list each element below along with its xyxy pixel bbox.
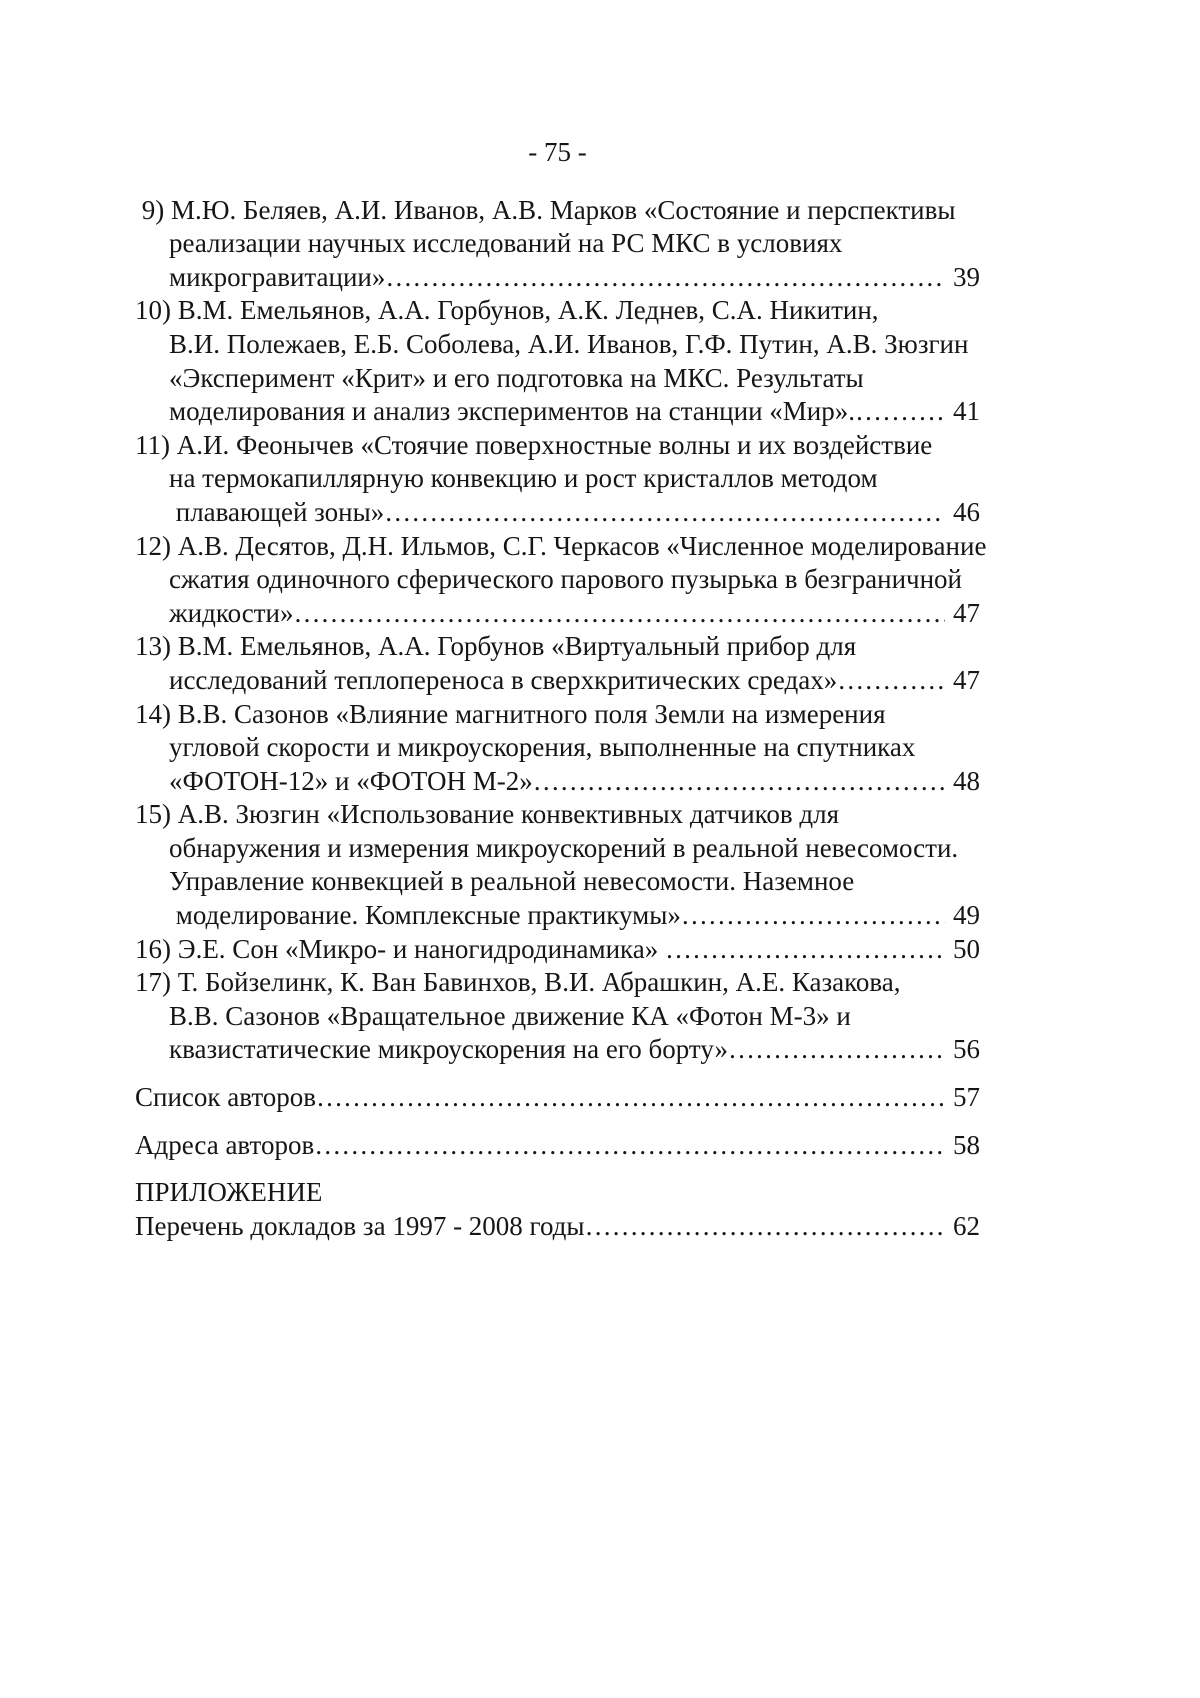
dot-leader bbox=[384, 496, 945, 530]
toc-line-text: Список авторов bbox=[135, 1082, 317, 1113]
toc-line bbox=[135, 294, 980, 328]
toc-page-ref: 58 bbox=[953, 1129, 980, 1160]
toc-entry-17 bbox=[135, 966, 980, 1067]
toc-line bbox=[135, 261, 980, 295]
toc-line-text: жидкости» bbox=[169, 597, 294, 628]
toc-line bbox=[135, 630, 980, 664]
dot-leader bbox=[533, 765, 945, 799]
toc-line bbox=[135, 1033, 980, 1067]
toc-list bbox=[135, 194, 987, 1067]
toc-line-text: 12) А.В. Десятов, Д.Н. Ильмов, С.Г. Черкасов «Численное моделирование bbox=[135, 530, 987, 561]
toc-line bbox=[135, 664, 980, 698]
appendix-entry-line bbox=[135, 1210, 980, 1244]
authors-addresses-line bbox=[135, 1129, 980, 1163]
dot-leader bbox=[585, 1210, 945, 1244]
toc-line-text: исследований теплопереноса в сверхкритических средах» bbox=[169, 664, 838, 695]
toc-line-text: реализации научных исследований на РС МКС в условиях bbox=[169, 228, 843, 259]
toc-page-ref: 47 bbox=[953, 664, 980, 695]
toc-entry-14 bbox=[135, 698, 980, 799]
toc-line-text: В.В. Сазонов «Вращательное движение КА «Фотон М-3» и bbox=[169, 1000, 851, 1031]
toc-line-text: моделирование. Комплексные практикумы» bbox=[169, 900, 681, 931]
toc-line bbox=[135, 597, 980, 631]
page-number: - 75 - bbox=[528, 137, 587, 167]
toc-line bbox=[135, 496, 980, 530]
toc-line bbox=[135, 395, 980, 429]
toc-line-text: 14) В.В. Сазонов «Влияние магнитного поля Земли на измерения bbox=[135, 698, 886, 729]
toc-line bbox=[135, 765, 980, 799]
toc-page-ref: 57 bbox=[953, 1082, 980, 1113]
toc-line-text: угловой скорости и микроускорения, выполненные на спутниках bbox=[169, 732, 916, 763]
toc-line-text: микрогравитации» bbox=[169, 261, 386, 292]
toc-line-text: 9) М.Ю. Беляев, А.И. Иванов, А.В. Марков «Состояние и перспективы bbox=[135, 194, 956, 225]
toc-entry-11 bbox=[135, 429, 980, 530]
toc-entry-15 bbox=[135, 798, 980, 932]
toc-line-text: 17) Т. Бойзелинк, К. Ван Бавинхов, В.И. Абрашкин, А.Е. Казакова, bbox=[135, 967, 901, 998]
toc-line bbox=[135, 429, 980, 463]
toc-entry-13 bbox=[135, 630, 980, 697]
toc-line bbox=[135, 731, 980, 765]
toc-page-ref: 48 bbox=[953, 765, 980, 796]
dot-leader bbox=[837, 664, 945, 698]
toc-line bbox=[135, 227, 980, 261]
toc-line-text: обнаружения и измерения микроускорений в реальной невесомости. bbox=[169, 832, 959, 863]
toc-line bbox=[135, 798, 980, 832]
toc-line bbox=[135, 462, 980, 496]
toc-line bbox=[135, 328, 980, 362]
toc-page-ref: 50 bbox=[953, 933, 980, 964]
toc-line-text: 15) А.В. Зюзгин «Использование конвективных датчиков для bbox=[135, 799, 840, 830]
toc-line bbox=[135, 563, 980, 597]
toc-line-text: 16) Э.Е. Сон «Микро- и наногидродинамика» bbox=[135, 933, 665, 964]
toc-line-text: Управление конвекцией в реальной невесомости. Наземное bbox=[169, 866, 855, 897]
dot-leader bbox=[681, 899, 945, 933]
toc-entry-12 bbox=[135, 530, 987, 631]
toc-page-ref: 41 bbox=[953, 396, 980, 427]
toc-line bbox=[135, 194, 980, 228]
toc-entry-9 bbox=[135, 194, 980, 295]
toc-entry-16 bbox=[135, 933, 980, 967]
toc-line-text: В.И. Полежаев, Е.Б. Соболева, А.И. Иванов, Г.Ф. Путин, А.В. Зюзгин bbox=[169, 328, 969, 359]
toc-page-ref: 39 bbox=[953, 261, 980, 292]
toc-line-text: квазистатические микроускорения на его борту» bbox=[169, 1034, 728, 1065]
toc-line-text: плавающей зоны» bbox=[169, 496, 385, 527]
dot-leader bbox=[316, 1081, 945, 1115]
dot-leader bbox=[665, 933, 945, 967]
toc-line bbox=[135, 530, 987, 564]
appendix-title-text: ПРИЛОЖЕНИЕ bbox=[135, 1177, 323, 1208]
toc-line-text: «Эксперимент «Крит» и его подготовка на МКС. Результаты bbox=[169, 362, 864, 393]
toc-line-text: 10) В.М. Емельянов, А.А. Горбунов, А.К. Леднев, С.А. Никитин, bbox=[135, 295, 879, 326]
toc-bottom-section bbox=[135, 1081, 980, 1243]
toc-page-ref: 47 bbox=[953, 597, 980, 628]
dot-leader bbox=[728, 1033, 945, 1067]
dot-leader bbox=[855, 395, 945, 429]
toc-line bbox=[135, 966, 980, 1000]
dot-leader bbox=[385, 261, 945, 295]
appendix-title bbox=[135, 1176, 980, 1210]
dot-leader bbox=[314, 1129, 945, 1163]
toc-line-text: 11) А.И. Феонычев «Стоячие поверхностные волны и их воздействие bbox=[135, 429, 933, 460]
toc-line bbox=[135, 865, 980, 899]
toc-line bbox=[135, 362, 980, 396]
table-of-contents bbox=[135, 194, 987, 1244]
toc-line bbox=[135, 1000, 980, 1034]
toc-line-text: моделирования и анализ экспериментов на станции «Мир». bbox=[169, 396, 855, 427]
toc-line bbox=[135, 899, 980, 933]
toc-page-ref: 62 bbox=[953, 1210, 980, 1241]
toc-line bbox=[135, 698, 980, 732]
toc-line-text: Перечень докладов за 1997 - 2008 годы bbox=[135, 1210, 585, 1241]
toc-line-text: на термокапиллярную конвекцию и рост кристаллов методом bbox=[169, 463, 878, 494]
toc-entry-10 bbox=[135, 294, 980, 428]
toc-page-ref: 49 bbox=[953, 900, 980, 931]
toc-line-text: сжатия одиночного сферического парового пузырька в безграничной bbox=[169, 564, 962, 595]
authors-list-line bbox=[135, 1081, 980, 1115]
toc-line-text: «ФОТОН-12» и «ФОТОН М-2» bbox=[169, 765, 533, 796]
toc-page-ref: 46 bbox=[953, 496, 980, 527]
toc-line bbox=[135, 832, 980, 866]
toc-line-text: 13) В.М. Емельянов, А.А. Горбунов «Виртуальный прибор для bbox=[135, 631, 857, 662]
toc-line bbox=[135, 933, 980, 967]
toc-page-ref: 56 bbox=[953, 1034, 980, 1065]
toc-line-text: Адреса авторов bbox=[135, 1129, 315, 1160]
dot-leader bbox=[294, 597, 946, 631]
